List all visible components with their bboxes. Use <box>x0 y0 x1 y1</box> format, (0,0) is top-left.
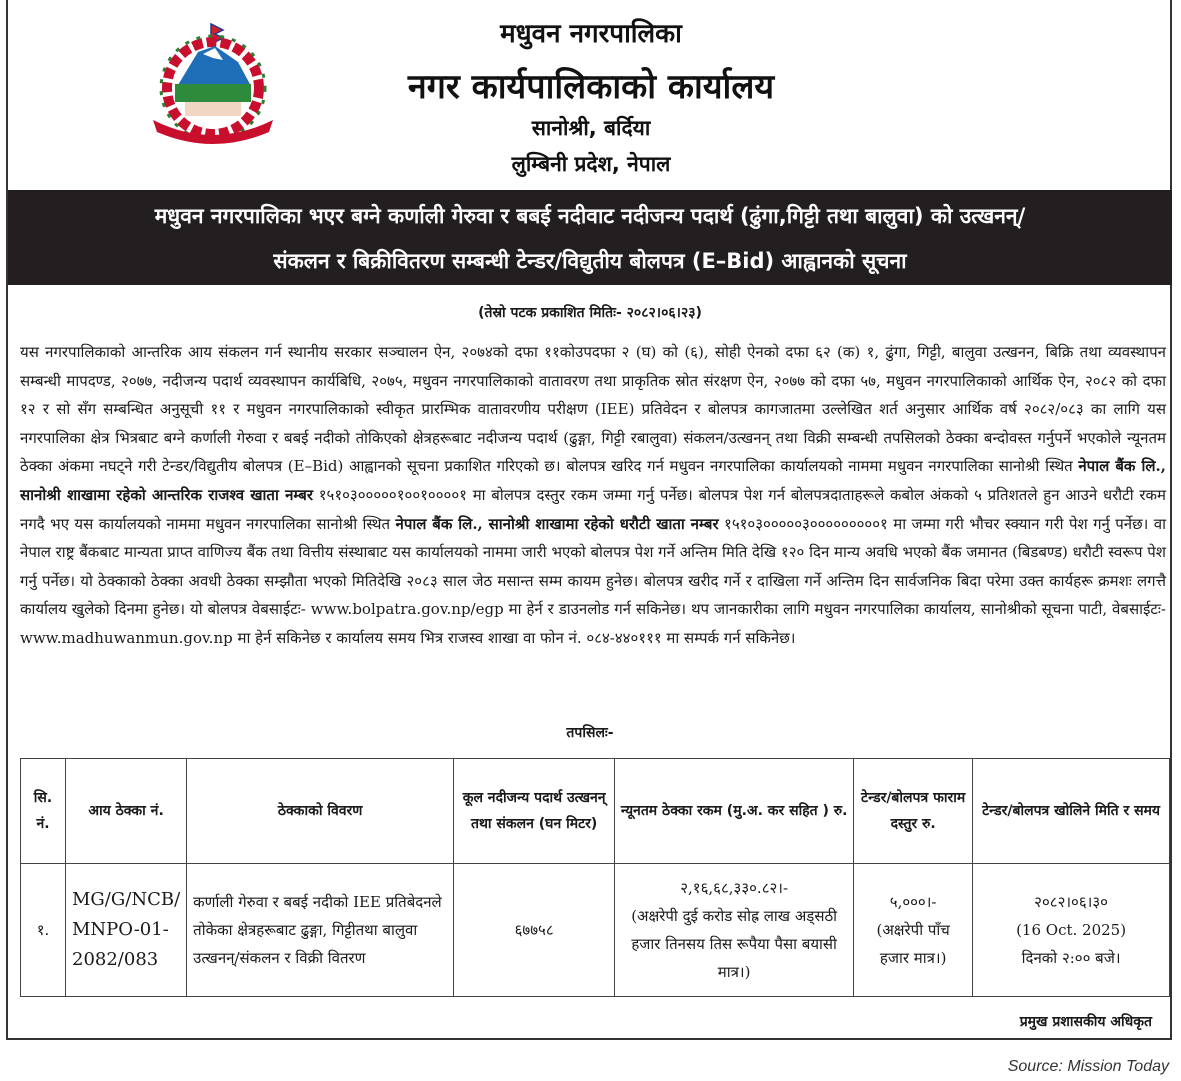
cell-form-fee <box>854 864 973 997</box>
table-row <box>21 864 1170 997</box>
cell-contract-no: MG/G/NCB/ MNPO-01- 2082/083 <box>66 864 187 997</box>
min-amount-words: (अक्षरेपी दुई करोड सोह्र लाख अड्सठी हजार तिनसय तिस रूपैया पैसा बयासी मात्र।) <box>631 907 838 981</box>
col-header-form-fee: टेन्डर/बोलपत्र फाराम दस्तुर रु. <box>854 759 973 864</box>
col-header-contract-no: आय ठेक्का नं. <box>66 759 187 864</box>
publication-date-note: (तेस्रो पटक प्रकाशित मितिः- २०८२।०६।२३) <box>478 305 702 321</box>
header <box>8 0 1174 188</box>
notice-title-line-1: मधुवन नगरपालिका भएर बग्ने कर्णाली गेरुवा र बबई नदीवाट नदीजन्य पदार्थ (ढुंगा,गिट्टी तथा बालुवा) को उत्खनन्/ <box>154 204 1026 228</box>
notice-body <box>20 338 1166 653</box>
body-paragraph-part-1: यस नगरपालिकाको आन्तरिक आय संकलन गर्न स्थानीय सरकार सञ्चालन ऐन, २०७४को दफा ११कोउपदफा २ (घ) को (६), सोही ऐनको दफा ६२ (क) १, ढुंगा, गिट्टी, बालुवा उत्खनन, बिक्रि तथा व्यवस्थापन सम्बन्धी मापदण्ड, २०७७, नदीजन्य पदार्थ व्यवस्थापन कार्यबिधि, २०७५, मधुवन नगरपालिकाको वातावरण तथा प्राकृतिक स्रोत संरक्षण ऐन, २०७७ को दफा ५७, मधुवन नगरपालिकाको आर्थिक ऐन, २०८२ को दफा १२ र सो सँग सम्बन्धित अनुसूची ११ र मधुवन नगरपालिकाको स्वीकृत प्रारम्भिक वातावरणीय परीक्षण (IEE) प्रतिवेदन र बोलपत्र कागजातमा उल्लेखित शर्त अनुसार आर्थिक वर्ष २०८२/०८३ का लागि यस नगरपालिका क्षेत्र भित्रबाट बग्ने कर्णाली गेरुवा र बबई नदीको तोकिएको क्षेत्रहरूबाट नदीजन्य पदार्थ (ढुङ्गा, गिट्टी रबालुवा) संकलन/उत्खनन् तथा विक्री सम्बन्धी तपसिलको ठेक्का बन्दोवस्त गर्नुपर्ने भएकोले न्यूनतम ठेक्का अंकमा नघट्ने गरी टेन्डर/विद्युतीय बोलपत्र (E–Bid) आह्वानको सूचना प्रकाशित गरिएको छ। बोलपत्र खरिद गर्न मधुवन नगरपालिका कार्यालयको नाममा मधुवन नगरपालिका सानोश्री स्थित <box>20 343 1166 476</box>
signatory-title: प्रमुख प्रशासकीय अधिकृत <box>1019 1014 1152 1030</box>
schedule-caption: तपसिलः- <box>566 725 614 741</box>
province-country: लुम्बिनी प्रदेश, नेपाल <box>511 152 671 176</box>
cell-description: कर्णाली गेरुवा र बबई नदीको IEE प्रतिबेदनले तोकेका क्षेत्रहरूबाट ढुङ्गा, गिट्टीतथा बालुवा उत्खनन्/संकलन र विक्री वितरण <box>187 864 454 997</box>
cell-volume: ६७७५८ <box>454 864 615 997</box>
revenue-account-label: नेपाल बैंक लि., सानोश्री शाखामा रहेको आन्तरिक राजश्व खाता नम्बर <box>20 457 1166 504</box>
col-header-volume: कूल नदीजन्य पदार्थ उत्खनन् तथा संकलन (घन मिटर) <box>454 759 615 864</box>
col-header-min-amount: न्यूनतम ठेक्का रकम (मु.अ. कर सहित ) रु. <box>615 759 854 864</box>
cell-opening-date <box>973 864 1170 997</box>
opening-date-nepali: २०८२।०६।३० <box>1034 893 1108 911</box>
form-fee-words: (अक्षरेपी पाँच हजार मात्र।) <box>876 921 950 967</box>
tender-schedule-table <box>20 758 1170 997</box>
table-header-row <box>21 759 1170 864</box>
body-paragraph-part-3: १५१०३०००००३०००००००००१ मा जम्मा गरी भौचर स्क्यान गरी पेश गर्नु पर्नेछ। वा नेपाल राष्ट्र बैंकबाट मान्यता प्राप्त वाणिज्य बैंक तथा वित्तीय संस्थाबाट यस कार्यालयको नाममा जारी भएको बोलपत्र पेश गर्ने अन्तिम मिति देखि १२० दिन मान्य अवधि भएको बैंक जमानत (बिडबण्ड) धरौटी स्वरूप पेश गर्नु पर्नेछ। यो ठेक्काको ठेक्का अवधी ठेक्का सम्झौता भएको मितिदेखि २०८३ साल जेठ मसान्त सम्म कायम हुनेछ। बोलपत्र खरीद गर्ने र दाखिला गर्ने अन्तिम दिन सार्वजनिक बिदा परेमा उक्त कार्यहरू क्रमशः लगत्तै कार्यालय खुलेको दिनमा हुनेछ। यो बोलपत्र वेबसाईटः- www.bolpatra.gov.np/egp मा हेर्न र डाउनलोड गर्न सकिनेछ। थप जानकारीका लागि मधुवन नगरपालिका कार्यालय, सानोश्रीको सूचना पाटी, वेबसाईटः- www.madhuwanmun.gov.np मा हेर्न सकिनेछ र कार्यालय समय भित्र राजस्व शाखा वा फोन नं. ०८४-४४०१११ मा सम्पर्क गर्न सकिनेछ। <box>20 514 1166 647</box>
source-credit: Source: Mission Today <box>1007 1058 1169 1075</box>
office-name: नगर कार्यपालिकाको कार्यालय <box>407 67 775 107</box>
notice-title-line-2: संकलन र बिक्रीवितरण सम्बन्धी टेन्डर/विद्युतीय बोलपत्र (E–Bid) आह्वानको सूचना <box>273 249 907 273</box>
opening-date-english: (16 Oct. 2025) <box>1016 921 1127 939</box>
cell-serial: १. <box>21 864 66 997</box>
min-amount-figure: २,१६,६८,३३०.८२।- <box>680 879 789 897</box>
col-header-description: ठेक्काको विवरण <box>187 759 454 864</box>
form-fee-figure: ५,०००।- <box>889 893 937 911</box>
notice-frame <box>6 0 1172 1040</box>
office-location: सानोश्री, बर्दिया <box>531 116 651 140</box>
col-header-serial: सि. नं. <box>21 759 66 864</box>
notice-title-banner <box>8 190 1172 285</box>
municipality-name: मधुवन नगरपालिका <box>500 19 682 49</box>
cell-min-amount <box>615 864 854 997</box>
col-header-opening-date: टेन्डर/बोलपत्र खोलिने मिति र समय <box>973 759 1170 864</box>
deposit-account-label: नेपाल बैंक लि., सानोश्री शाखामा रहेको धरौटी खाता नम्बर <box>395 514 719 533</box>
opening-time: दिनको २:०० बजे। <box>1021 949 1121 967</box>
body-paragraph-part-2: १५१०३०००००१००१००००१ मा बोलपत्र दस्तुर रकम जम्मा गर्नु पर्नेछ। बोलपत्र पेश गर्न बोलपत्रदाताहरूले कबोल अंकको ५ प्रतिशतले हुन आउने धरौटी रकम नगदै भए यस कार्यालयको नाममा मधुवन नगरपालिका सानोश्री स्थित <box>20 485 1166 533</box>
